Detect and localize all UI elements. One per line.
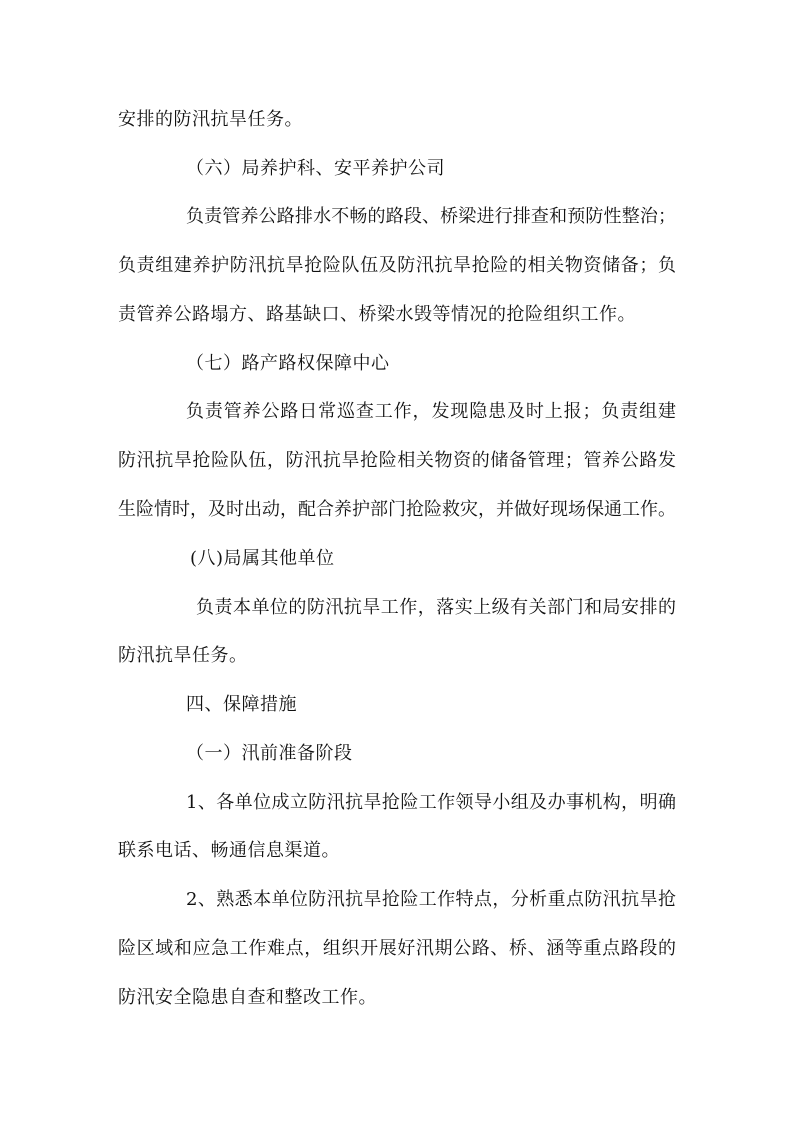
paragraph-line-continuation: 安排的防汛抗旱任务。 bbox=[118, 109, 303, 130]
section-heading-8: (八)局属其他单位 bbox=[190, 548, 335, 569]
section-heading-6: （六）局养护科、安平养护公司 bbox=[186, 158, 445, 179]
chapter-heading-4: 四、保障措施 bbox=[186, 694, 297, 715]
paragraph-line: 负责组建养护防汛抗旱抢险队伍及防汛抗旱抢险的相关物资储备；负 bbox=[118, 255, 676, 276]
section-heading-7: （七）路产路权保障中心 bbox=[186, 353, 390, 374]
paragraph-line: 防汛抗旱任务。 bbox=[118, 645, 248, 666]
paragraph-line: 负责本单位的防汛抗旱工作，落实上级有关部门和局安排的 bbox=[196, 597, 676, 618]
paragraph-line: 联系电话、畅通信息渠道。 bbox=[118, 840, 340, 861]
paragraph-line: 负责管养公路日常巡查工作，发现隐患及时上报；负责组建 bbox=[186, 401, 676, 422]
paragraph-line: 险区域和应急工作难点，组织开展好汛期公路、桥、涵等重点路段的 bbox=[118, 938, 676, 959]
paragraph-line: 防汛抗旱抢险队伍，防汛抗旱抢险相关物资的储备管理；管养公路发 bbox=[118, 450, 676, 471]
paragraph-line: 责管养公路塌方、路基缺口、桥梁水毁等情况的抢险组织工作。 bbox=[118, 304, 636, 325]
paragraph-line: 2、熟悉本单位防汛抗旱抢险工作特点，分析重点防汛抗旱抢 bbox=[186, 889, 676, 910]
paragraph-line: 负责管养公路排水不畅的路段、桥梁进行排查和预防性整治； bbox=[186, 206, 676, 227]
paragraph-line: 1、各单位成立防汛抗旱抢险工作领导小组及办事机构，明确 bbox=[186, 792, 676, 813]
section-heading-1: （一）汛前准备阶段 bbox=[186, 743, 353, 764]
paragraph-line: 生险情时，及时出动，配合养护部门抢险救灾，并做好现场保通工作。 bbox=[118, 499, 676, 520]
paragraph-line: 防汛安全隐患自查和整改工作。 bbox=[118, 987, 377, 1008]
